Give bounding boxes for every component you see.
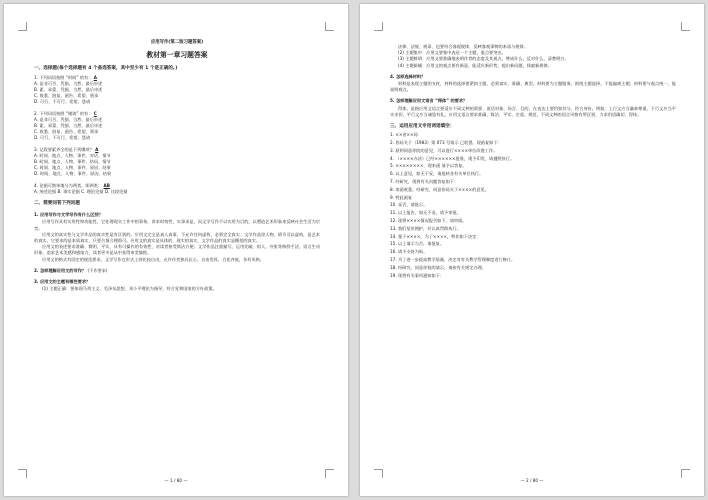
option-line: D. 时间、地点、人物、事件、原因、结果 [34, 171, 112, 177]
option-line: D. 可行、不可行、希望、恳请 [34, 99, 91, 105]
fill-in-item: 19. 现将有关事项通知如下： [390, 272, 445, 278]
fill-in-item: 15. 以上请示当否，请批复。 [390, 241, 445, 247]
fill-in-list [390, 132, 676, 279]
paragraph: (4) 主题新颖：应用文的观点要有新意，能适应新形势，提出新问题，探索新规律。 [398, 62, 552, 68]
option-line: A. 是非可否、凭据、当然、最后申述 [34, 116, 103, 122]
answer: A [93, 74, 97, 80]
section-heading: 三、运用应用文专用词语填空： [390, 124, 455, 130]
answer: C [93, 110, 97, 116]
fill-in-item: 2. 你局关于（1983）第 073 号请示 已收悉。现函复如下： [390, 140, 502, 146]
fill-in-item: 5. ××××××××，现来函 请予以答复。 [390, 163, 467, 169]
crop-mark [374, 22, 383, 31]
paragraph: 应用文的表述要求准确、简明、平实，具有可操作的有效性，对读者接受简洁方便；文学作品注重描写，运用比喻、拟人、夸张等修辞手法，语言生动形象，追求艺术美感和感染力，读者更多是从中获得审美愉悦。 [34, 244, 320, 256]
answer: AB [103, 182, 110, 188]
fill-in-item: 3. 原则同意你院的意见，可以进行××××单位改建工作。 [390, 147, 498, 153]
paragraph: (1) 主题正确：要体现马列主义、毛泽东思想、邓小平理论为指导，符合党和国家的方针政策。 [42, 286, 217, 292]
crop-mark [681, 22, 690, 31]
subquestion-title: 4. 怎样选择材料？ [390, 73, 426, 79]
option-line: D. 可行、不可行、希望、恳请 [34, 135, 91, 141]
crop-mark [18, 22, 27, 31]
document-page-2 [360, 4, 704, 496]
question-line: 1. 下列词语按照 “时间” 的有： A [34, 74, 97, 80]
option-line: C. 收悉、批复、函告、希望、禀承 [34, 129, 99, 135]
subquestion-title: 5. 怎样理解应用文语言 “得体” 的要求？ [390, 98, 468, 104]
option-line: C. 收悉、批复、函告、希望、禀承 [34, 93, 99, 99]
option-line: A. 时间、地点、人物、事件、对话、情节 [34, 152, 111, 158]
section-heading: 一、选择题(每个选择题有 4 个备选答案，其中至少有 1 个是正确的。) [34, 66, 178, 72]
fill-in-item: 1. ××省××局： [390, 132, 422, 138]
crop-mark [374, 469, 383, 478]
option-line: A. 统述论据 B. 事实论据 C. 理论论据 D. 比较论据 [34, 188, 128, 194]
paragraph: 应用写作具有实用性和功能性，它处理现实工作中的事务，讲求时效性，实事求是，而文学写作不以实用为目的，以塑造艺术形象来反映社会生活为宗旨。 [34, 219, 320, 231]
crop-mark [325, 22, 334, 31]
document-page-1 [4, 4, 348, 496]
option-line: A. 是非可否、凭据、当然、最后申述 [34, 80, 103, 86]
option-line: B. 素、承蒙、凭据、当然、最后申述 [34, 123, 103, 129]
fill-in-item: 12. 现将××××情况报告如下，请审阅。 [390, 218, 467, 223]
paragraph: 得体，是指应用文语言要适应不同文种的需要、说话对象、场合、目的，在表达上要恰如其分，符合身份。例如，上行文应当谦恭尊重，下行文应当平实亲切，平行文应当诚恳有礼。应用文语言要求准确、简洁、平实、庄重、规范，不同文种的语言风格有所区别，力求用语确切、得体。 [390, 105, 676, 117]
subquestion-title: 2. 怎样理解应用文的写作？ (不作要求) [34, 267, 108, 273]
paragraph: 应用文的格式有固定的规范要求，文学写作在形式上则比较自由，允许作者独具匠心、自由发挥，百花齐放，各有风格。 [42, 256, 264, 262]
paragraph: (3) 主题鲜明：应用文要准确地表明作者的态度及其观点，赞成什么，反对什么，清楚明白。 [398, 56, 569, 62]
question-line: 3. 记叙要素齐全的是下列哪项？ A [34, 146, 99, 152]
question-line: 2. 下列词语按照 “谢请” 的有： C [34, 110, 97, 116]
paragraph: 法律、法规、规章，也要符合客观规律，反映客观事物的本质与规律。 [398, 44, 528, 49]
section-heading: 二、简要回答下列问题 [34, 201, 80, 207]
fill-in-item: 16. 请予支持为盼。 [390, 249, 428, 255]
paragraph: 材料是表现主题的支柱，材料的选择要紧扣主题，必须真实、准确、典型。材料要为主题服务，围绕主题选择，不能偏离主题；材料要与观点统一，能说明观点。 [390, 81, 676, 93]
fill-in-item: 7. 经研究，现将有关问题答复如下： [390, 179, 459, 185]
crop-mark [325, 469, 334, 478]
page-number: — 2 / 80 — [520, 477, 544, 483]
document-subtitle: 应用写作(第二版习题答案) [150, 40, 204, 45]
fill-in-item: 14. 鉴于××××，为了××××，特作如下决定： [390, 233, 481, 239]
document-title: 教材第一章习题答案 [146, 51, 208, 60]
fill-in-item: 8. 来函收悉。经研究，同意你局关于××××的意见。 [390, 186, 489, 192]
subquestion-title: 3. 应用文的主题有哪些要求？ [34, 279, 91, 285]
crop-mark [18, 469, 27, 478]
page-number: — 1 / 80 — [164, 477, 188, 483]
fill-in-item: 13. 我们坚决拥护，并认真贯彻执行。 [390, 225, 461, 231]
option-line: C. 时间、地点、人物、事件、原因、结果 [34, 165, 111, 171]
fill-in-item: 10. 妥否，请批示。 [390, 202, 428, 208]
question-line: 4. 论据可简单地分为两类，即两类： AB [34, 182, 110, 188]
option-line: B. 素、承蒙、凭据、当然、最后申述 [34, 87, 103, 93]
crop-mark [681, 469, 690, 478]
paragraph: 应用文的真实性与文学作品的真实性是有区别的。应用文完全是真人真事，不允许任何虚构，必须完全真实；文学作品里人物、情节可以虚构，是艺术的真实，它要求的是本质真实，只要合情合理即可。应用文的真实是具体的、现实的真实，文学作品的真实是概括的真实。 [34, 231, 320, 244]
option-line: B. 时间、地点、人物、事件、结局、情节 [34, 159, 111, 165]
fill-in-item: 18. 经研究，同意你校的请示，请按有关规定办理。 [390, 264, 486, 270]
paragraph: (2) 主题集中：应用文要集中表达一个主题，重点要突出。 [398, 50, 506, 56]
fill-in-item: 6. 以上意见，如无不妥，请批转各有关单位执行。 [390, 171, 484, 177]
fill-in-item: 4. （××××办法）已经××××××批准，现予印发，请遵照执行。 [390, 155, 515, 161]
fill-in-item: 9. 特此函复 [390, 194, 413, 200]
subquestion-title: 1. 应用写作与文学写作有什么区别？ [34, 212, 103, 218]
fill-in-item: 11. 以上报告，如无不妥，请予审批。 [390, 210, 461, 216]
fill-in-item: 17. 为了进一步提高教学质量，决定对有关教学管理制度进行修订。 [390, 256, 516, 262]
answer: A [95, 146, 99, 152]
